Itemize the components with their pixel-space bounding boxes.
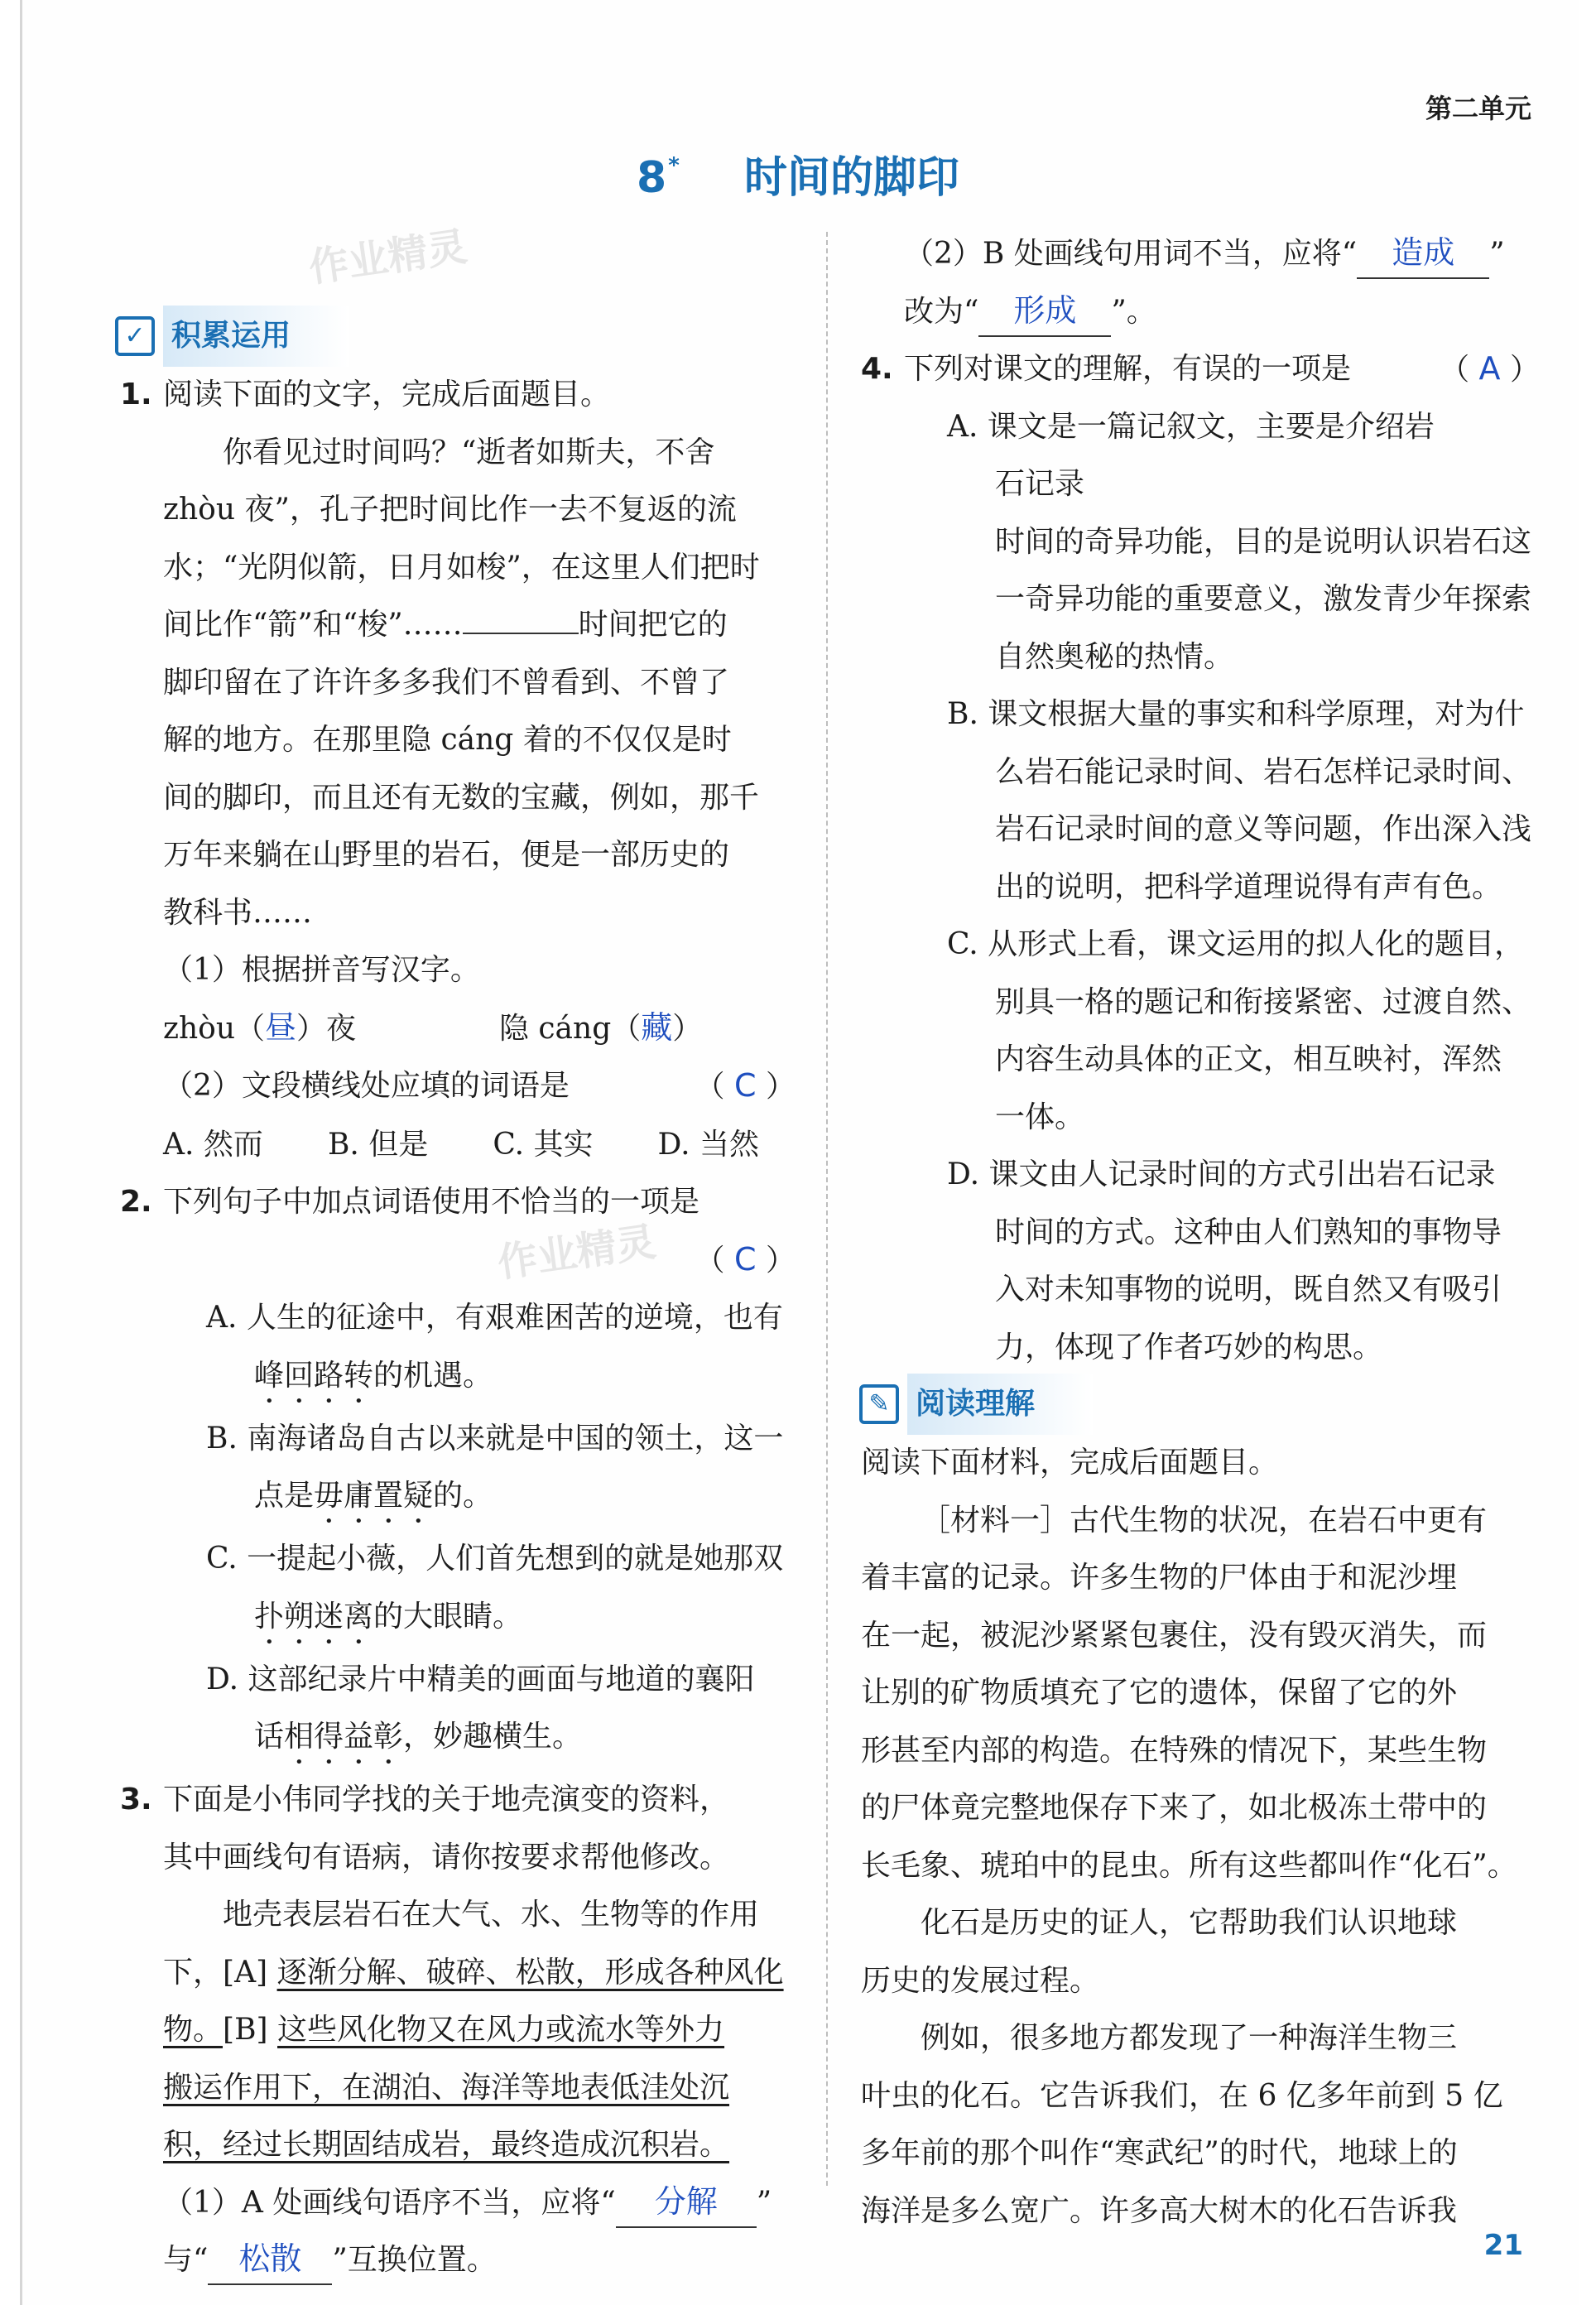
section-title: 阅读理解 [907,1374,1093,1435]
material-tag: ［材料一］ [921,1503,1070,1537]
passage-line: 间的脚印，而且还有无数的宝藏，例如，那千 [163,780,760,815]
answer-zhou: 昼 [265,1008,297,1046]
tag-b: B [234,2013,257,2047]
lesson-title [0,142,1596,205]
question-number: 2. [120,1185,152,1219]
tag-a: A [234,1955,257,1990]
passage-line: 脚印留在了许许多多我们不曾看到、不曾了 [163,665,730,700]
question-3-continued [861,225,1540,340]
option-c[interactable]: C. 从形式上看，课文运用的拟人化的题目， 别具一格的题记和衔接紧密、过渡自然、 内容生动具体的正文，相互映衬，浑然 一体。 [947,927,1532,1134]
sub-question-1-cont: 与“ 松散 ”互换位置。 [163,2231,796,2289]
passage-line: 地壳表层岩石在大气、水、生物等的作用 [223,1898,760,1932]
answer-choice: A [1478,350,1501,387]
lesson-mark: * [668,153,680,178]
passage-line: 积，经过长期固结成岩，最终造成沉积岩。 [163,2128,730,2162]
answer-choice: C [734,1067,757,1104]
question-3 [120,1771,796,2289]
passage-line: 解的地方。在那里隐 cáng 着的不仅仅是时 [163,723,732,757]
question-number: 3. [120,1783,152,1817]
section-title: 积累运用 [163,306,349,367]
option[interactable]: A. 然而 [163,1127,263,1162]
passage-line: 化石是历史的证人，它帮助我们认识地球 [921,1906,1458,1940]
option-d[interactable]: D. 课文由人记录时间的方式引出岩石记录 时间的方式。这种由人们熟知的事物导 入对未知事物的说明，既自然又有吸引 力，体现了作者巧妙的构思。 [947,1157,1502,1364]
question-number: 4. [861,352,893,386]
question-prompt: 下列句子中加点词语使用不恰当的一项是 [163,1185,700,1219]
passage-line: 下，[A] 逐渐分解、破碎、松散，形成各种风化 [163,1955,784,1990]
answer-blank: 松散 [238,2240,302,2277]
answer-blank: 造成 [1392,234,1455,271]
passage-line: 海洋是多么宽广。许多高大树木的化石告诉我 [861,2193,1458,2228]
watermark: 作业精灵 [494,1218,659,1287]
passage-line: 多年前的那个叫作“寒武纪”的时代，地球上的 [861,2136,1458,2170]
passage-line: 万年来躺在山野里的岩石，便是一部历史的 [163,838,730,872]
question-prompt: 其中画线句有语病，请你按要求帮他修改。 [163,1840,730,1874]
question-prompt: 下面是小伟同学找的关于地壳演变的资料， [163,1783,730,1817]
passage-line: 长毛象、琥珀中的昆虫。所有这些都叫作“化石”。 [861,1848,1517,1883]
options-row [163,1116,759,1174]
fill-blank[interactable] [463,633,579,634]
option[interactable]: C. 其实 [493,1127,594,1162]
passage-line: 在一起，被泥沙紧紧包裹住，没有毁灭消失，而 [861,1618,1488,1653]
answer-choice: C [734,1240,757,1278]
sub-question-2: （2）文段横线处应填的词语是 （ C ） [163,1067,796,1104]
reading-passage [861,1434,1540,2240]
reading-intro: 阅读下面材料，完成后面题目。 [861,1446,1279,1480]
option-b[interactable]: B. 南海诸岛自古以来就是中国的领土，这一 点是毋庸置疑的。 [206,1421,784,1513]
passage-line: 形甚至内部的构造。在特殊的情况下，某些生物 [861,1733,1488,1768]
page-number: 21 [1483,2229,1523,2262]
option-b[interactable]: B. 课文根据大量的事实和科学原理，对为什 么岩石能记录时间、岩石怎样记录时间、 岩石记录时间的意义等问题，作出深入浅 出的说明，把科学道理说得有声有色。 [947,697,1532,904]
option-a[interactable]: A. 课文是一篇记叙文，主要是介绍岩石记录 时间的奇异功能，目的是说明认识岩石这 一奇异功能的重要意义，激发青少年探索 自然奥秘的热情。 [947,409,1532,674]
lesson-title-text: 时间的脚印 [743,153,959,203]
section-reading [859,1379,1540,1429]
checkbox-icon: ✓ [115,316,155,356]
pinyin-row: zhòu（昼）夜 隐 cáng（藏） [163,1008,703,1046]
option-d[interactable]: D. 这部纪录片中精美的画面与地道的襄阳 话相得益彰，妙趣横生。 [206,1662,755,1754]
lesson-number: 8 [637,153,667,203]
option-c[interactable]: C. 一提起小薇，人们首先想到的就是她那双 扑朔迷离的大眼睛。 [206,1542,784,1634]
column-divider [826,232,828,2186]
passage-line: 物。[B] 这些风化物又在风力或流水等外力 [163,2013,725,2047]
section-practice [115,311,796,361]
passage-line: 历史的发展过程。 [861,1963,1100,1998]
passage-line: 教科书…… [163,895,313,930]
sub-question-1: （1）根据拼音写汉字。 [163,953,480,987]
question-4: 4. 下列对课文的理解，有误的一项是 （ A ） A. 课文是一篇记叙文，主要是介绍岩石记录 时间的奇异功能，目的是说明认识岩石这 一奇异功能的重要意义，激发青少年探索 自然奥秘的热情。 B. 课文根据大量的事实和科学原理，对为什 么岩石能记录时间、岩石怎样记录时间、 岩石记录时间的意义等问题，作出深入浅 出的说明，把科学道理说得有声有色。 C. 从形式上看，课文运用的拟人化的题目， 别具一格的题记和衔接紧密、过渡自然、 内容生动具体的正文，相互映衬，浑然 一体。 D. 课文由人记录时间的方式引出岩石记录 时间的方式。这种由人们熟知的事物导 入对未知事物的说明，既自然又有吸引 力，体现了作者巧妙的构思。 [861,340,1540,1376]
question-2 [120,1173,796,1771]
right-column [861,225,1540,2240]
answer-blank: 分解 [654,2182,718,2220]
answer-paren: （ C ） [695,1240,796,1278]
passage-line: 的尸体竟完整地保存下来了，如北极冻土带中的 [861,1791,1488,1825]
option[interactable]: D. 当然 [657,1127,759,1162]
left-column [120,308,796,2289]
option[interactable]: B. 但是 [327,1127,429,1162]
answer-cang: 藏 [641,1008,673,1046]
passage-line: zhòu 夜”，孔子把时间比作一去不复返的流 [163,493,737,527]
watermark: 作业精灵 [305,223,470,292]
passage-line: 让别的矿物质填充了它的遗体，保留了它的外 [861,1676,1458,1710]
passage-line: 水；“光阴似箭，日月如梭”，在这里人们把时 [163,550,760,585]
question-1 [120,366,796,1173]
passage-line: 例如，很多地方都发现了一种海洋生物三 [921,2021,1458,2055]
unit-label: 第二单元 [1425,93,1531,124]
passage-line: 你看见过时间吗？“逝者如斯夫，不舍 [223,435,715,469]
passage-line: 着丰富的记录。许多生物的尸体由于和泥沙埋 [861,1561,1458,1595]
passage-line: 间比作“箭”和“梭”…… 时间把它的 [163,608,728,642]
pencil-icon: ✎ [859,1384,899,1424]
passage-line: 搬运作用下，在湖泊、海洋等地表低洼处沉 [163,2070,730,2105]
option-a[interactable]: A. 人生的征途中，有艰难困苦的逆境，也有 峰回路转的机遇。 [206,1301,783,1393]
question-prompt: 阅读下面的文字，完成后面题目。 [163,378,611,411]
question-number: 1. [120,378,152,411]
question-prompt: 下列对课文的理解，有误的一项是 [904,352,1352,386]
sub-question-1: （1）A 处画线句语序不当，应将“ 分解 ” [163,2174,796,2232]
passage-line: 叶虫的化石。它告诉我们，在 6 亿多年前到 5 亿 [861,2078,1503,2113]
sub-question-2-cont: 改为“ 形成 ”。 [904,283,1540,341]
answer-blank: 形成 [1013,291,1077,329]
passage-line: ［材料一］古代生物的状况，在岩石中更有 [921,1503,1488,1537]
sub-question-2: （2）B 处画线句用词不当，应将“ 造成 ” [904,225,1540,283]
